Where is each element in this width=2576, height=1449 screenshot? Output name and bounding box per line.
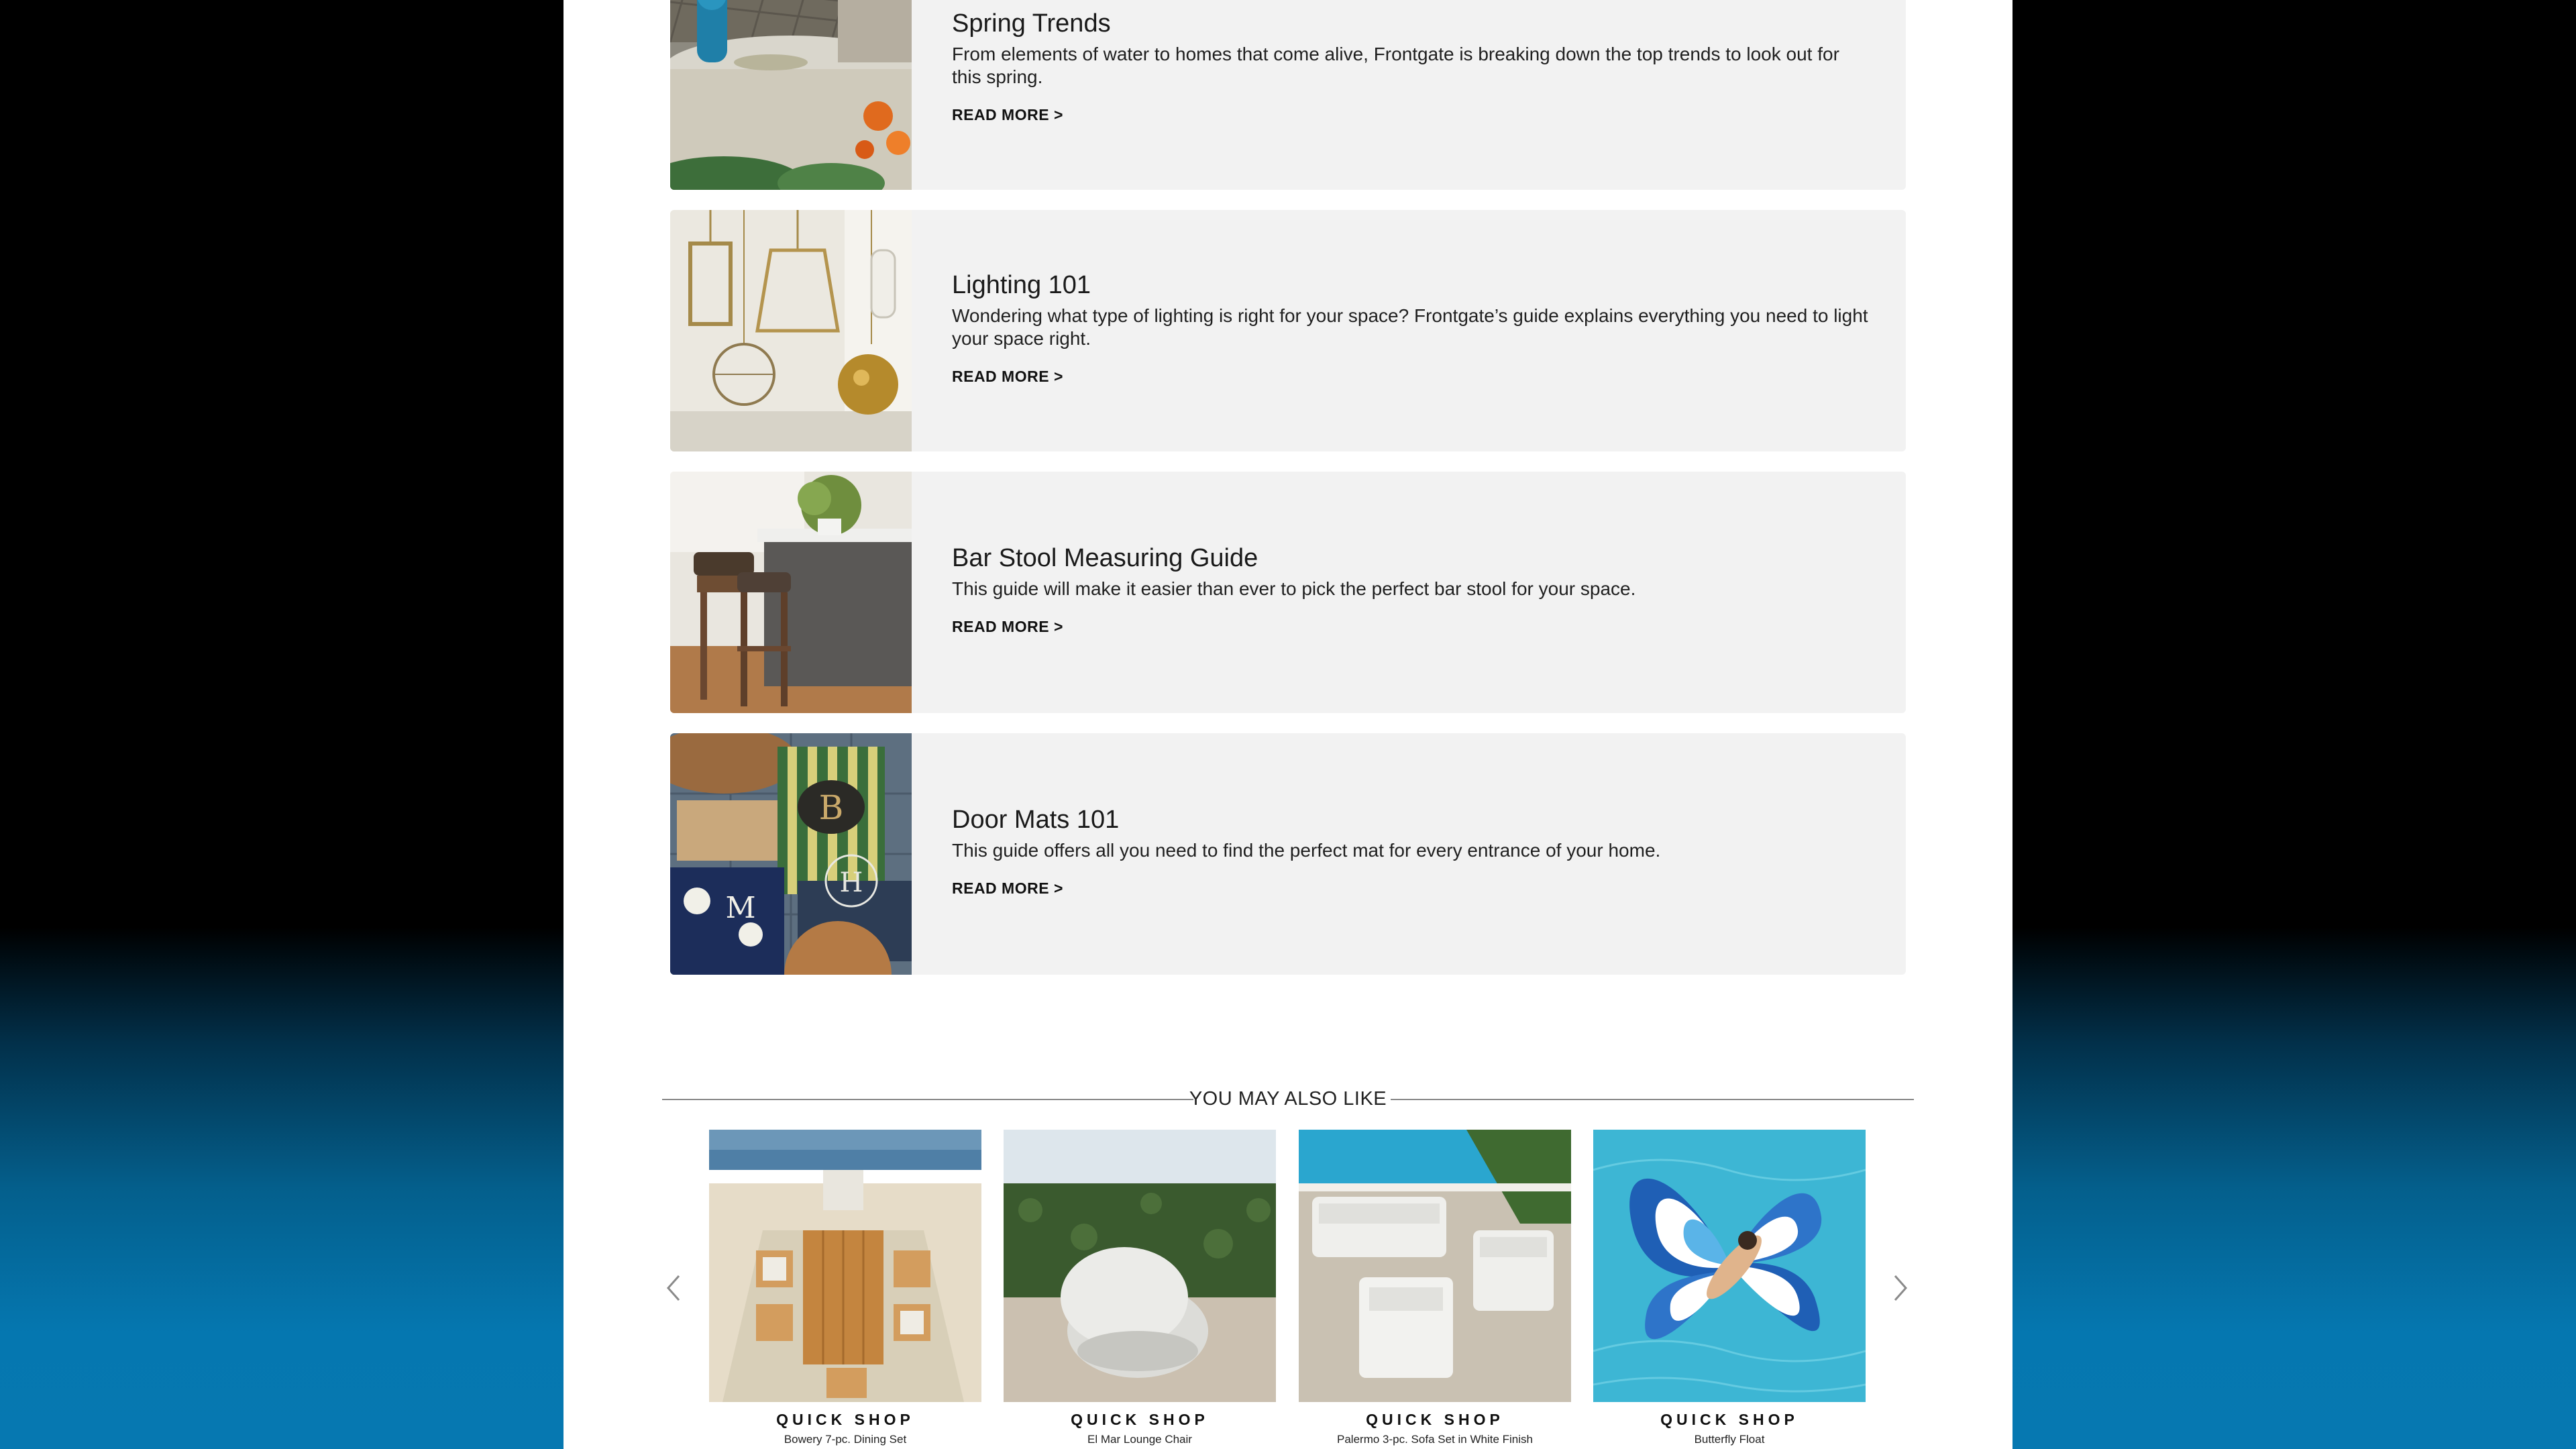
sofa-set-photo[interactable] [1299, 1130, 1571, 1402]
pendant-lights-photo[interactable] [670, 210, 912, 451]
page-content [564, 0, 2012, 1449]
article-title: Lighting 101 [952, 271, 1091, 299]
quick-shop-button[interactable]: QUICK SHOP [776, 1411, 914, 1428]
article-description: From elements of water to homes that come alive, Frontgate is breaking down the top trends to look out for this spring. [952, 44, 1839, 87]
svg-text:H: H [839, 867, 863, 898]
bar-stools-photo[interactable] [670, 472, 912, 713]
product-card [1593, 1130, 1866, 1447]
section-heading: YOU MAY ALSO LIKE [1189, 1088, 1387, 1110]
product-card [1299, 1130, 1571, 1447]
article-card-door-mats [670, 733, 1906, 975]
article-description: This guide will make it easier than ever to pick the perfect bar stool for your space. [952, 578, 1636, 599]
article-description: Wondering what type of lighting is right for your space? Frontgate’s guide explains everything you need to light your space right. [952, 305, 1868, 349]
article-card-spring-trends [670, 0, 1906, 190]
door-mats-photo[interactable] [670, 733, 912, 975]
article-title: Bar Stool Measuring Guide [952, 544, 1258, 572]
quick-shop-button[interactable]: QUICK SHOP [1071, 1411, 1209, 1428]
article-card-bar-stool-guide [670, 472, 1906, 713]
product-name[interactable]: El Mar Lounge Chair [1087, 1433, 1192, 1446]
patio-table-photo[interactable] [670, 0, 912, 190]
product-name[interactable]: Bowery 7-pc. Dining Set [784, 1433, 907, 1446]
quick-shop-button[interactable]: QUICK SHOP [1660, 1411, 1799, 1428]
article-card-lighting-101 [670, 210, 1906, 451]
article-title: Door Mats 101 [952, 806, 1120, 834]
chevron-left-icon[interactable] [660, 1268, 687, 1308]
product-card [709, 1130, 981, 1447]
read-more-link[interactable]: READ MORE > [952, 879, 1063, 897]
butterfly-float-photo[interactable] [1593, 1130, 1866, 1402]
svg-text:M: M [725, 891, 756, 925]
dining-set-photo[interactable] [709, 1130, 981, 1402]
read-more-link[interactable]: READ MORE > [952, 618, 1063, 635]
quick-shop-button[interactable]: QUICK SHOP [1366, 1411, 1504, 1428]
article-title: Spring Trends [952, 9, 1111, 38]
lounge-chair-photo[interactable] [1004, 1130, 1276, 1402]
article-description: This guide offers all you need to find the perfect mat for every entrance of your home. [952, 840, 1661, 861]
read-more-link[interactable]: READ MORE > [952, 368, 1063, 385]
product-card [1004, 1130, 1276, 1447]
you-may-also-like-header [662, 1085, 1914, 1112]
chevron-right-icon[interactable] [1887, 1268, 1914, 1308]
product-name[interactable]: Palermo 3-pc. Sofa Set in White Finish [1337, 1433, 1533, 1446]
read-more-link[interactable]: READ MORE > [952, 106, 1063, 123]
product-name[interactable]: Butterfly Float [1694, 1433, 1765, 1446]
svg-text:B: B [818, 788, 844, 827]
